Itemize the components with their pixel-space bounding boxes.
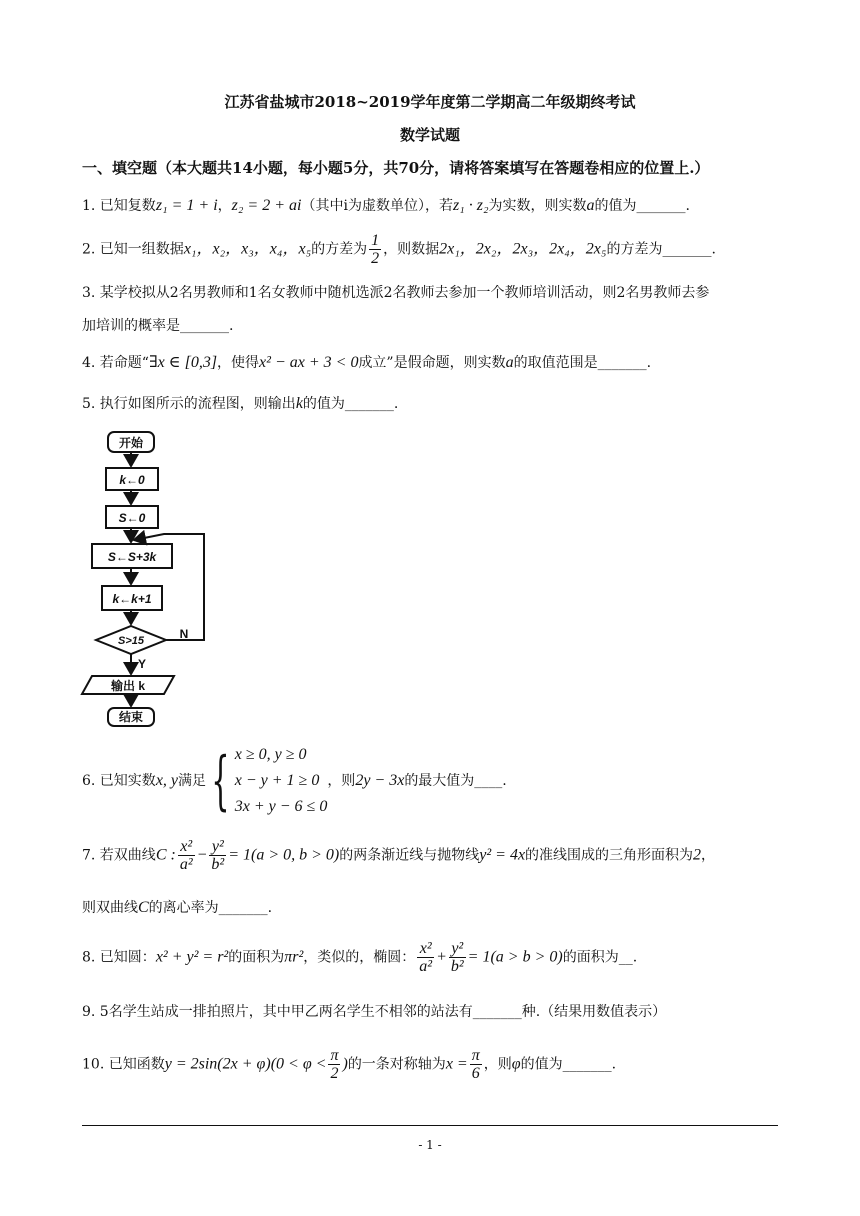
flow-end-label: 结束: [118, 710, 144, 724]
q8-fraction-x: $\frac{\text{x²}}{\text{a²}}$: [419, 940, 433, 975]
q6-brace: {: [211, 744, 230, 818]
flow-condition-label: S>15: [118, 635, 144, 647]
footer-divider: [82, 1125, 778, 1126]
question-1: 1. 已知复数z₁ = 1 + i，z₂ = 2 + ai（其中i为虚数单位），若z₁ · z₂为实数，则实数a的值为_______.: [82, 197, 690, 214]
q10-fraction-pi-2: $\frac{\pi}{2}$: [330, 1047, 339, 1082]
q1-math: z₂ = 2 + ai: [231, 197, 302, 214]
q8-math: πr²: [284, 948, 304, 966]
q4-math: a: [505, 354, 514, 371]
q1-math: z₁ · z₂: [452, 197, 489, 214]
q1-math: z₁ = 1 + i: [155, 197, 218, 214]
q5-math: k: [295, 395, 303, 412]
q6-math: 2y − 3x: [355, 772, 405, 789]
question-7: 7. 若双曲线C : $\frac{\text{x²}}{\text{a²}}$ − $\frac{\text{y²}}{\text{b²}}$ = 1(a > 0, b > 0)的两条渐近线与抛物线y² = 4x的准线围成的三角形面积为2，: [82, 838, 716, 873]
q1-math: a: [586, 197, 595, 214]
flowchart: [78, 428, 218, 730]
q7-math: C :: [155, 846, 176, 864]
flow-init-k-label: k←0: [119, 473, 145, 487]
q8-math: x² + y² = r²: [155, 948, 229, 966]
q10-math: φ: [511, 1055, 521, 1073]
question-4: 4. 若命题“∃x ∈ [0,3]，使得x² − ax + 3 < 0成立”是假命题，则实数a的取值范围是_______.: [82, 354, 652, 371]
q10-math: x =: [445, 1055, 468, 1073]
question-9: 9. 5名学生站成一排拍照片，其中甲乙两名学生不相邻的站法有_______种.（结果用数值表示）: [82, 1004, 667, 1020]
q8-fraction-y: $\frac{\text{y²}}{\text{b²}}$: [450, 940, 464, 975]
q7-math: = 1(a > 0, b > 0): [228, 846, 340, 864]
question-8: 8. 已知圆：x² + y² = r²的面积为πr²，类似的，椭圆： $\frac{\text{x²}}{\text{a²}}$ + $\frac{\text{y²}}{\text{b²}}$ = 1(a > b > 0)的面积为__.: [82, 940, 638, 975]
page-number: - 1 -: [418, 1138, 442, 1152]
question-6: 6. 已知实数x, y满足{ x ≥ 0, y ≥ 0 x − y + 1 ≥ 0 3x + y − 6 ≤ 0 ，则2y − 3x的最大值为____.: [82, 744, 507, 818]
question-3-line-2: 加培训的概率是_______.: [82, 318, 234, 334]
q7-fraction-x: $\frac{\text{x²}}{\text{a²}}$: [179, 838, 193, 873]
q8-math: = 1(a > b > 0): [467, 948, 563, 966]
flow-output-label: 输出 k: [110, 679, 146, 693]
q4-math: x² − ax + 3 < 0: [259, 354, 359, 371]
q7-math: y² = 4x: [479, 846, 526, 864]
flow-init-s-label: S←0: [118, 511, 146, 525]
q7-math: 2: [693, 846, 702, 864]
flow-update-s-label: S←S+3k: [107, 550, 157, 564]
flow-start-label: 开始: [118, 436, 144, 450]
q2-fraction: $\frac{1}{2}$: [371, 232, 380, 267]
section-heading: 一、填空题（本大题共14小题，每小题5分，共70分，请将答案填写在答题卷相应的位置上.）: [82, 159, 710, 177]
flow-update-k-label: k←k+1: [112, 592, 152, 606]
q1-text: 1. 已知复数: [82, 198, 156, 214]
question-3-line-1: 3. 某学校拟从2名男教师和1名女教师中随机选派2名教师去参加一个教师培训活动，则2名男教师去参: [82, 285, 710, 301]
q10-math: y = 2sin(2x + φ)(0 < φ <: [164, 1055, 327, 1073]
question-7-line-2: 则双曲线C的离心率为_______.: [82, 899, 273, 916]
flow-yes-label: Y: [137, 657, 147, 671]
q6-system: x ≥ 0, y ≥ 0 x − y + 1 ≥ 0 3x + y − 6 ≤ 0: [234, 746, 328, 815]
question-5: 5. 执行如图所示的流程图，则输出k的值为_______.: [82, 395, 399, 412]
question-2: 2. 已知一组数据x₁，x₂，x₃，x₄，x₅的方差为 $\frac{1}{2}$ ，则数据2x₁，2x₂，2x₃，2x₄，2x₅的方差为_______.: [82, 232, 716, 267]
question-10: 10. 已知函数y = 2sin(2x + φ)(0 < φ < $\frac{\pi}{2}$ )的一条对称轴为x = $\frac{\pi}{6}$ ，则φ的值为_______.: [82, 1047, 617, 1082]
q6-math: x, y: [155, 772, 179, 789]
q7-math: C: [138, 899, 149, 916]
page-subtitle: 数学试题: [399, 126, 460, 144]
page-title: 江苏省盐城市2018~2019学年度第二学期高二年级期终考试: [224, 93, 636, 111]
flow-no-label: N: [179, 627, 189, 641]
q10-fraction-pi-6: $\frac{\pi}{6}$: [471, 1047, 480, 1082]
q7-fraction-y: $\frac{\text{y²}}{\text{b²}}$: [211, 838, 225, 873]
q2-math: 2x₁，2x₂，2x₃，2x₄，2x₅: [439, 240, 607, 258]
q2-math: x₁，x₂，x₃，x₄，x₅: [183, 240, 312, 258]
q4-math: ∃x ∈ [0,3]: [148, 354, 218, 371]
